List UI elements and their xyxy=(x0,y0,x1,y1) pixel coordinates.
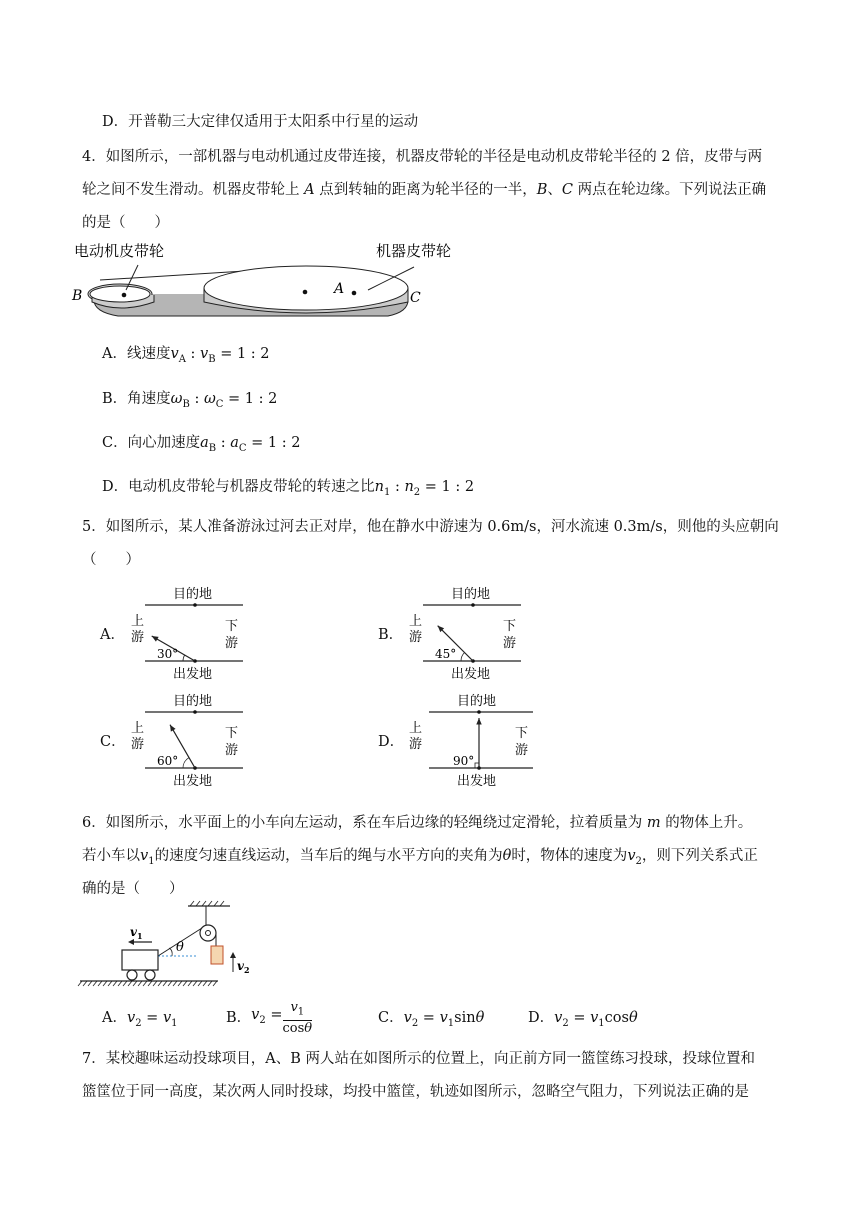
pulley-belt-diagram xyxy=(72,232,452,327)
point-c-label: C xyxy=(410,290,421,306)
svg-text:上: 上 xyxy=(409,614,423,629)
motor-pulley-label: 电动机皮带轮 xyxy=(74,242,165,260)
svg-text:60°: 60° xyxy=(157,754,179,768)
svg-text:出发地: 出发地 xyxy=(173,774,213,789)
svg-text:游: 游 xyxy=(131,737,145,752)
svg-text:游: 游 xyxy=(131,630,145,645)
q6-option-c: C．$v_2 = v_1\sin\theta$ xyxy=(378,1010,485,1029)
machine-pulley-label: 机器皮带轮 xyxy=(376,242,452,260)
svg-text:90°: 90° xyxy=(453,754,475,768)
q5-stem-line1: 5．如图所示，某人准备游泳过河去正对岸，他在静水中游速为 0.6m/s，河水流速 0.3m/s，则他的头应朝向 xyxy=(82,519,779,535)
svg-text:游: 游 xyxy=(409,630,423,645)
cart-pulley-diagram xyxy=(80,904,250,994)
q5-option-letter-2: C． xyxy=(100,734,126,750)
q4-stem-line1: 4．如图所示，一部机器与电动机通过皮带连接，机器皮带轮的半径是电动机皮带轮半径的 2 倍，皮带与两 xyxy=(82,149,763,165)
q5-river-diagram-0 xyxy=(125,585,275,685)
svg-text:出发地: 出发地 xyxy=(451,667,491,682)
q3-option-d: D．开普勒三大定律仅适用于太阳系中行星的运动 xyxy=(102,114,419,130)
q5-river-diagram-3 xyxy=(403,692,553,792)
svg-text:上: 上 xyxy=(131,721,145,736)
q5-river-diagram-1 xyxy=(403,585,553,685)
svg-text:下: 下 xyxy=(225,726,239,741)
q4-option-c: C．向心加速度$a_B$ : $a_C = 1$ : 2 xyxy=(102,435,301,454)
svg-text:目的地: 目的地 xyxy=(173,587,213,602)
svg-text:出发地: 出发地 xyxy=(457,774,497,789)
q7-stem-line2: 篮筐位于同一高度，某次两人同时投球，均投中篮筐，轨迹如图所示，忽略空气阻力，下列说法正确的是 xyxy=(82,1084,749,1100)
svg-text:游: 游 xyxy=(515,743,529,758)
point-b-label: B xyxy=(72,288,83,304)
q4-stem-line3: 的是（ ） xyxy=(82,215,169,231)
q6-stem-line1: 6．如图所示，水平面上的小车向左运动，系在车后边缘的轻绳绕过定滑轮，拉着质量为 m 的物体上升。 xyxy=(82,815,753,831)
svg-text:上: 上 xyxy=(409,721,423,736)
svg-text:游: 游 xyxy=(225,743,239,758)
q5-option-letter-3: D． xyxy=(378,734,405,750)
svg-text:v1: $v_1$ xyxy=(130,925,143,941)
q5-option-letter-0: A． xyxy=(100,627,125,643)
svg-text:下: 下 xyxy=(225,619,239,634)
svg-text:游: 游 xyxy=(409,737,423,752)
svg-text:游: 游 xyxy=(225,636,239,651)
svg-text:目的地: 目的地 xyxy=(173,694,213,709)
q6-stem-line3: 确的是（ ） xyxy=(82,881,184,897)
svg-text:θ: θ xyxy=(176,940,184,955)
q6-option-d: D．$v_2 = v_1\cos\theta$ xyxy=(528,1010,638,1029)
svg-text:目的地: 目的地 xyxy=(457,694,497,709)
svg-text:上: 上 xyxy=(131,614,145,629)
q5-stem-line2: （ ） xyxy=(82,552,140,568)
q5-option-letter-1: B． xyxy=(378,627,404,643)
svg-text:下: 下 xyxy=(515,726,529,741)
q5-river-diagram-2 xyxy=(125,692,275,792)
svg-text:30°: 30° xyxy=(157,647,179,661)
q4-option-a: A．线速度$v_A$ : $v_B = 1$ : 2 xyxy=(102,346,270,365)
svg-text:出发地: 出发地 xyxy=(173,667,213,682)
q4-option-b: B．角速度$\omega_B$ : $\omega_C = 1$ : 2 xyxy=(102,391,278,410)
svg-text:A: A xyxy=(334,281,345,297)
svg-text:游: 游 xyxy=(503,636,517,651)
svg-text:45°: 45° xyxy=(435,647,457,661)
svg-text:v2: $v_2$ xyxy=(237,959,250,975)
q4-stem-line2: 轮之间不发生滑动。机器皮带轮上 A 点到转轴的距离为轮半径的一半，B、C 两点在轮边缘。下列说法正确 xyxy=(82,182,767,198)
q6-option-b: B．$v_2$ = $\frac{v_1}{\cos\theta}$ xyxy=(226,1000,313,1036)
q7-stem-line1: 7．某校趣味运动投球项目，A、B 两人站在如图所示的位置上，向正前方同一篮筐练习投球，投球位置和 xyxy=(82,1051,755,1067)
point-a-label: A xyxy=(304,182,315,198)
q4-option-d: D．电动机皮带轮与机器皮带轮的转速之比$n_1$ : $n_2 = 1$ : 2 xyxy=(102,479,475,498)
svg-text:目的地: 目的地 xyxy=(451,587,491,602)
q6-stem-line2: 若小车以$v_1$的速度匀速直线运动，当车后的绳与水平方向的夹角为θ时，物体的速度为$v_2$，则下列关系式正 xyxy=(82,848,758,867)
q6-option-a: A．$v_2 = v_1$ xyxy=(102,1010,178,1029)
svg-text:下: 下 xyxy=(503,619,517,634)
